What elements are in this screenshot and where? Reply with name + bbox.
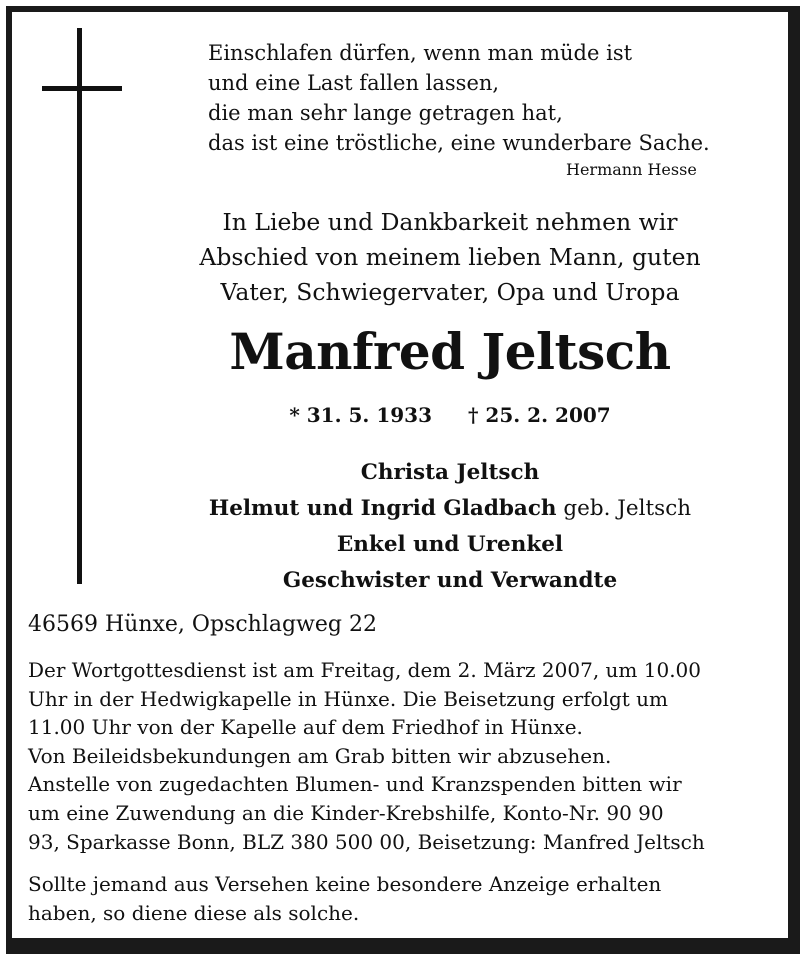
details-line: 11.00 Uhr von der Kapelle auf dem Friedhof in Hünxe. (28, 715, 583, 740)
details-line: um eine Zuwendung an die Kinder-Krebshilfe, Konto-Nr. 90 90 (28, 800, 664, 825)
details-line: 93, Sparkasse Bonn, BLZ 380 500 00, Beisetzung: Manfred Jeltsch (28, 829, 705, 854)
details-line: Anstelle von zugedachten Blumen- und Kranzspenden bitten wir (28, 772, 682, 797)
closing-line: Sollte jemand aus Versehen keine besondere Anzeige erhalten (28, 872, 662, 896)
details-line: Der Wortgottesdienst ist am Freitag, dem 2. März 2007, um 10.00 (28, 658, 701, 682)
cross-icon-bar (42, 86, 122, 91)
intro-text (150, 205, 750, 310)
poem-line: das ist eine tröstliche, eine wunderbare Sache. (208, 131, 710, 155)
life-dates (150, 403, 750, 427)
deceased-name: Manfred Jeltsch (229, 322, 671, 381)
family-line: Christa Jeltsch (360, 460, 540, 485)
address: 46569 Hünxe, Opschlagweg 22 (28, 612, 377, 637)
poem-line: und eine Last fallen lassen, (208, 71, 500, 95)
intro-line: Abschied von meinem lieben Mann, guten (199, 243, 701, 271)
poem-line: Einschlafen dürfen, wenn man müde ist (208, 41, 633, 65)
family-line: Enkel und Urenkel (336, 532, 564, 557)
service-details (28, 656, 788, 856)
family-line (150, 491, 750, 527)
poem (208, 38, 710, 158)
poem-author: Hermann Hesse (566, 160, 697, 179)
intro-line: In Liebe und Dankbarkeit nehmen wir (222, 208, 678, 236)
intro-line: Vater, Schwiegervater, Opa und Uropa (220, 278, 680, 306)
poem-line: die man sehr lange getragen hat, (208, 101, 563, 125)
birth-date: * 31. 5. 1933 (289, 403, 432, 427)
death-date: † 25. 2. 2007 (468, 403, 611, 427)
family-line: Geschwister und Verwandte (282, 568, 618, 593)
details-line: Von Beileidsbekundungen am Grab bitten wir abzusehen. (28, 743, 612, 768)
family-line-regular: geb. Jeltsch (563, 496, 692, 521)
details-line: Uhr in der Hedwigkapelle in Hünxe. Die Beisetzung erfolgt um (28, 686, 669, 711)
closing-note (28, 870, 788, 927)
family-list (150, 455, 750, 599)
cross-icon (77, 28, 82, 584)
family-line-bold: Helmut und Ingrid Gladbach (208, 496, 557, 521)
closing-line: haben, so diene diese als solche. (28, 900, 360, 925)
